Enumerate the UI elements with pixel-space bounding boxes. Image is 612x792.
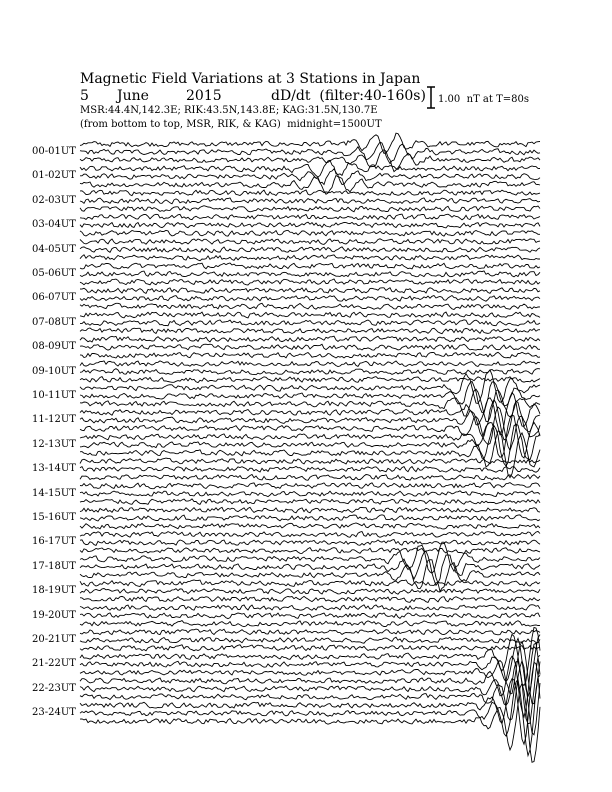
trace-22-23UT-KAG [80,643,540,717]
trace-21-22UT-KAG [80,628,540,686]
trace-14-15UT-KAG [80,483,540,489]
trace-02-03UT-KAG [80,190,540,196]
trace-05-06UT-RIK [80,271,540,277]
trace-19-20UT-KAG [80,605,540,611]
trace-16-17UT-MSR [80,548,540,554]
trace-18-19UT-RIK [80,589,540,595]
trace-02-03UT-MSR [80,206,540,212]
hour-label: 11-12UT [32,414,76,426]
hour-label: 17-18UT [32,560,76,572]
hour-label: 00-01UT [32,146,76,157]
trace-09-10UT-RIK [80,369,540,375]
quantity-label: dD/dt (filter:40-160s) [271,88,426,104]
hour-label: 12-13UT [32,438,76,450]
trace-21-22UT-RIK [80,635,540,697]
order-note: (from bottom to top, MSR, RIK, & KAG) midnight=1500UT [80,119,382,130]
trace-09-10UT-KAG [80,361,540,367]
traces-group [80,133,540,762]
trace-06-07UT-MSR [80,303,540,309]
trace-01-02UT-RIK [80,169,540,185]
hour-label: 16-17UT [32,536,76,548]
trace-08-09UT-RIK [80,344,540,350]
trace-02-03UT-RIK [80,198,540,204]
trace-20-21UT-KAG [80,629,540,635]
hour-label: 02-03UT [32,194,76,206]
hour-label: 10-11UT [32,390,76,401]
trace-03-04UT-RIK [80,222,540,228]
trace-16-17UT-RIK [80,540,540,546]
trace-13-14UT-MSR [80,475,540,481]
trace-04-05UT-RIK [80,247,540,253]
stations-label: MSR:44.4N,142.3E; RIK:43.5N,143.8E; KAG:31.5N,130.7E [80,105,378,116]
trace-23-24UT-KAG [80,662,540,744]
trace-21-22UT-MSR [80,642,540,704]
trace-14-15UT-RIK [80,491,540,497]
trace-05-06UT-KAG [80,263,540,269]
hour-label: 22-23UT [32,682,76,694]
trace-19-20UT-RIK [80,613,540,619]
trace-15-16UT-MSR [80,523,540,529]
trace-07-08UT-RIK [80,320,540,326]
trace-20-21UT-RIK [80,637,540,643]
hour-label: 05-06UT [32,268,76,279]
trace-10-11UT-KAG [80,370,540,404]
trace-15-16UT-KAG [80,507,540,513]
chart-title: Magnetic Field Variations at 3 Stations in Japan [80,71,421,87]
hour-label: 09-10UT [32,365,76,377]
trace-03-04UT-KAG [80,214,540,220]
scale-label: 1.00 nT at T=80s [438,94,529,105]
trace-20-21UT-MSR [80,645,540,651]
trace-11-12UT-KAG [80,393,540,435]
trace-04-05UT-KAG [80,239,540,245]
trace-01-02UT-MSR [80,176,540,195]
trace-04-05UT-MSR [80,255,540,261]
trace-19-20UT-MSR [80,621,540,627]
trace-13-14UT-RIK [80,466,540,472]
trace-14-15UT-MSR [80,499,540,505]
hour-label: 18-19UT [32,585,76,597]
trace-11-12UT-RIK [80,400,540,440]
hour-label: 03-04UT [32,219,76,231]
trace-05-06UT-MSR [80,279,540,285]
trace-18-19UT-KAG [80,580,540,587]
trace-15-16UT-RIK [80,515,540,521]
hour-label: 07-08UT [32,316,76,328]
trace-06-07UT-KAG [80,288,540,294]
hour-label: 04-05UT [32,243,76,255]
trace-17-18UT-KAG [80,542,540,573]
hour-label: 15-16UT [32,512,76,523]
trace-00-01UT-KAG [80,133,540,153]
trace-08-09UT-KAG [80,336,540,342]
hour-label: 19-20UT [32,609,76,621]
hour-label: 13-14UT [32,463,76,475]
trace-18-19UT-MSR [80,596,540,602]
date-month: June [117,88,149,104]
trace-07-08UT-KAG [80,312,540,318]
date-year: 2015 [186,88,222,104]
trace-10-11UT-MSR [80,389,540,421]
hour-label: 06-07UT [32,292,76,304]
trace-13-14UT-KAG [80,458,540,464]
trace-08-09UT-MSR [80,352,540,358]
date-day: 5 [80,88,89,104]
trace-07-08UT-MSR [80,328,540,334]
trace-16-17UT-KAG [80,531,540,537]
trace-06-07UT-RIK [80,296,540,302]
hour-label: 08-09UT [32,341,76,353]
hour-label: 20-21UT [32,634,76,645]
hour-label: 23-24UT [32,707,76,719]
trace-03-04UT-MSR [80,230,540,236]
hour-label: 14-15UT [32,487,76,499]
hour-label: 01-02UT [32,170,76,182]
hour-label: 21-22UT [32,658,76,670]
